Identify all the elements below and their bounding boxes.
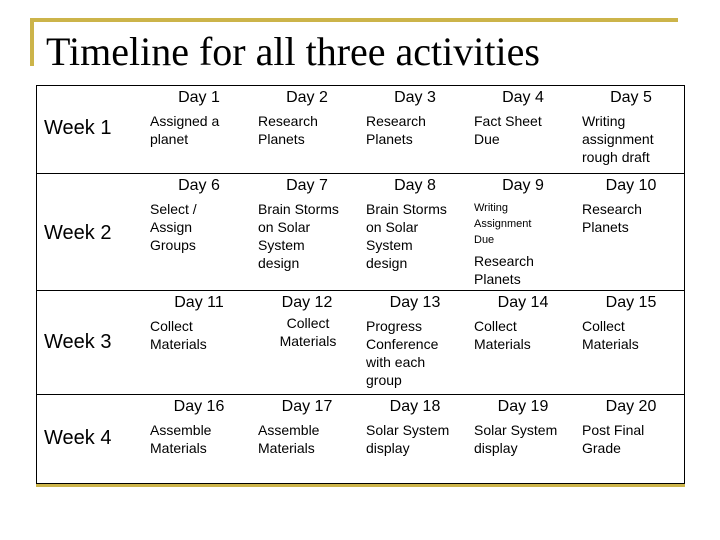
title-frame-left [30,18,34,66]
task-text [366,317,466,389]
day-header: Day 10 [605,177,657,194]
task-line: group [366,372,402,388]
day-header: Day 5 [610,89,652,106]
task-line: Planets [582,219,629,235]
day-header: Day 12 [281,294,333,311]
task-line: Conference [366,336,439,352]
task-line: design [258,255,300,271]
task-text [582,200,682,236]
week-label: Week 2 [44,222,112,244]
row-divider [37,290,684,291]
task-line: Post Final [582,422,645,438]
bottom-rule [36,484,685,487]
task-line: on Solar [366,219,419,235]
task-line: Materials [150,440,207,456]
task-line: on Solar [258,219,311,235]
task-text [582,317,682,353]
task-text [474,421,574,457]
task-line: Collect [150,318,193,334]
task-line: Research [366,113,426,129]
task-line: Assemble [258,422,320,438]
task-line: System [366,237,413,253]
task-line: Planets [366,131,413,147]
task-line: Grade [582,440,621,456]
week-label: Week 3 [44,331,112,353]
task-line: with each [366,354,426,370]
task-line: Progress [366,318,423,334]
task-line: Due [474,131,500,147]
day-header: Day 11 [174,294,224,311]
task-line: System [258,237,305,253]
title-frame-top [30,18,678,22]
task-text [366,200,466,272]
task-line: display [366,440,410,456]
task-line: Assign [150,219,193,235]
task-line: planet [150,131,189,147]
task-line: assignment [582,131,654,147]
task-text [150,317,250,353]
task-line: Writing [474,202,509,214]
slide-title: Timeline for all three activities [46,29,540,74]
task-line: display [474,440,518,456]
task-line: Materials [582,336,639,352]
task-line: rough draft [582,149,650,165]
task-line: Materials [279,333,337,349]
day-header: Day 3 [394,89,436,106]
task-line: Solar System [366,422,450,438]
day-header: Day 6 [178,177,220,194]
task-text [366,112,466,148]
task-line: Research [582,201,642,217]
task-text [366,421,466,457]
day-header: Day 9 [502,177,544,194]
week-label: Week 4 [44,427,112,449]
day-header: Day 17 [281,398,333,415]
day-header: Day 19 [497,398,549,415]
day-header: Day 1 [178,89,220,106]
task-text [258,314,358,350]
task-text [582,112,682,166]
day-header: Day 20 [605,398,657,415]
task-line: Research [258,113,318,129]
task-line: Fact Sheet [474,113,542,129]
task-line: Research [474,253,534,269]
task-line: Planets [258,131,305,147]
day-header: Day 16 [173,398,225,415]
task-line: Due [474,234,495,246]
task-line: design [366,255,408,271]
task-text [150,112,250,148]
row-divider [37,394,684,395]
task-line: Materials [474,336,531,352]
task-text [474,112,574,148]
day-header: Day 2 [286,89,328,106]
task-line: Brain Storms [258,201,339,217]
task-text [582,421,682,457]
task-text [150,200,250,254]
task-line: Collect [286,315,330,331]
day-header: Day 4 [502,89,544,106]
task-text [474,200,574,288]
day-header: Day 8 [394,177,436,194]
task-line: Solar System [474,422,558,438]
task-line: Assigned a [150,113,220,129]
task-line: Planets [474,271,521,287]
task-line: Select / [150,201,197,217]
task-line: Materials [150,336,207,352]
week-label: Week 1 [44,117,112,139]
task-line: Collect [474,318,517,334]
task-text [258,200,358,272]
task-text [474,317,574,353]
task-text [258,112,358,148]
row-divider [37,173,684,174]
day-header: Day 14 [497,294,549,311]
task-line: Assemble [150,422,212,438]
task-text [258,421,358,457]
task-line: Collect [582,318,625,334]
day-header: Day 15 [605,294,657,311]
day-header: Day 7 [286,177,328,194]
task-text [150,421,250,457]
task-line: Materials [258,440,315,456]
day-header: Day 18 [389,398,441,415]
task-line: Groups [150,237,196,253]
task-line: Brain Storms [366,201,447,217]
task-line: Writing [582,113,626,129]
day-header: Day 13 [389,294,441,311]
task-line: Assignment [474,218,532,230]
